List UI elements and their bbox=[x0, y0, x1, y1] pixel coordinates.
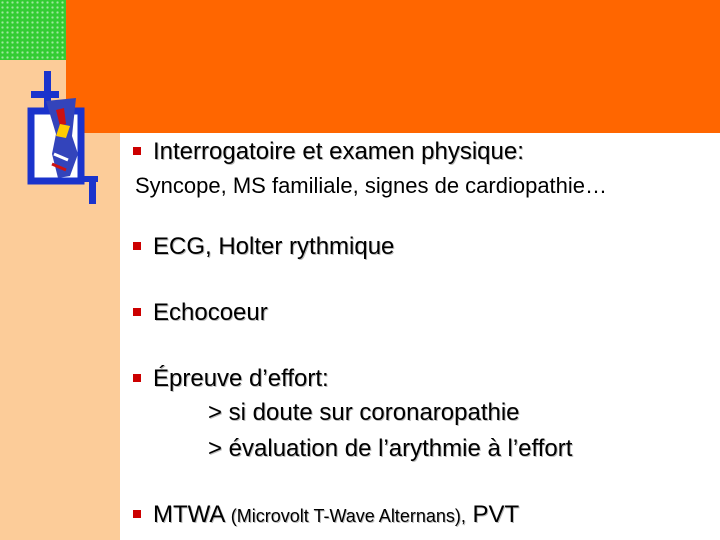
red-square-bullet-icon bbox=[133, 308, 141, 316]
bullet-item-interrogatoire bbox=[133, 140, 524, 164]
bullet-label: Interrogatoire et examen physique: bbox=[153, 138, 524, 165]
sub-detail-line: > évaluation de l’arythmie à l’effort bbox=[208, 435, 573, 462]
orange-header-band bbox=[66, 0, 720, 133]
red-square-bullet-icon bbox=[133, 147, 141, 155]
red-square-bullet-icon bbox=[133, 510, 141, 518]
red-square-bullet-icon bbox=[133, 374, 141, 382]
bullet-label: Épreuve d’effort: bbox=[153, 365, 329, 392]
bullet-paren-note: (Microvolt T-Wave Alternans), bbox=[230, 506, 466, 526]
bullet-item-mtwa bbox=[133, 503, 519, 527]
bullet-item-ecg bbox=[133, 235, 394, 259]
bullet-detail-text: Syncope, MS familiale, signes de cardiopathie… bbox=[135, 173, 608, 198]
sub-detail-line: > si doute sur coronaropathie bbox=[208, 399, 520, 426]
bullet-tail-label: PVT bbox=[472, 501, 520, 528]
bullet-label: MTWA bbox=[153, 501, 225, 528]
red-square-bullet-icon bbox=[133, 242, 141, 250]
green-corner-pattern bbox=[0, 0, 66, 60]
bullet-item-epreuve bbox=[133, 367, 329, 391]
bullet-label: Echocoeur bbox=[153, 299, 268, 326]
bullet-item-echocoeur bbox=[133, 301, 268, 325]
cardiology-heart-logo-icon bbox=[26, 66, 106, 206]
bullet-label: ECG, Holter rythmique bbox=[153, 233, 395, 260]
